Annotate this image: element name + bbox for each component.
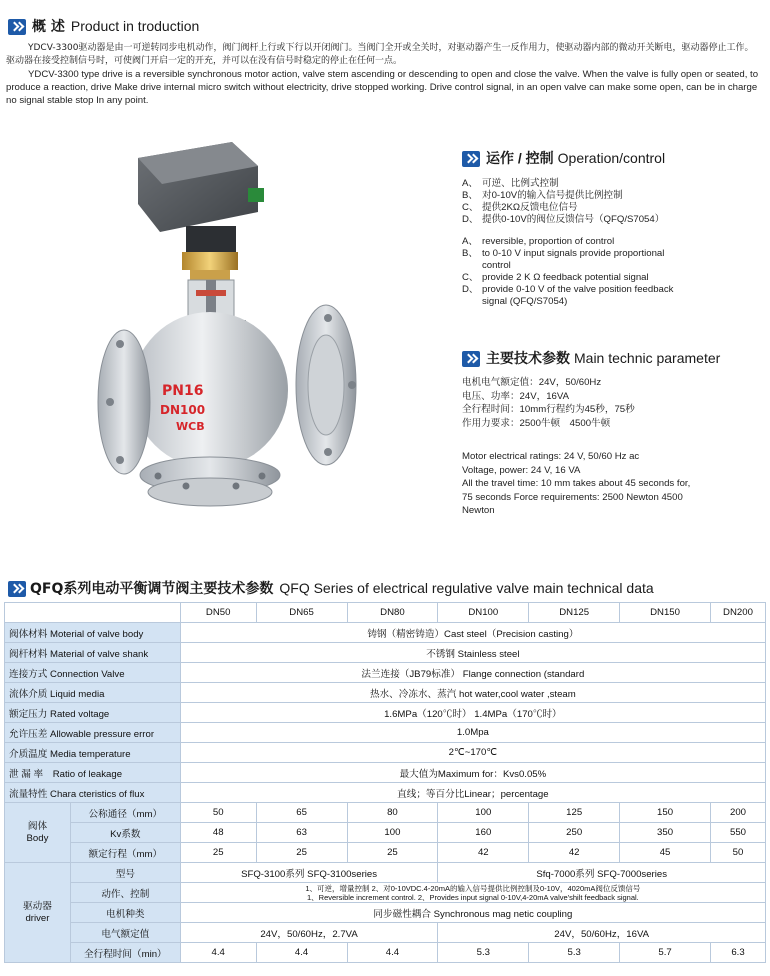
operation-title-en: Operation/control [557, 150, 666, 166]
list-item: A、 可逆、比例式控制 [462, 178, 559, 189]
table-title-zh: QFQ系列电动平衡调节阀主要技术参数 [30, 581, 274, 597]
row-value: 法兰连接（JB79标准） Flange connection (standard [180, 663, 765, 683]
model-a: SFQ-3100系列 SFQ-3100series [180, 863, 438, 883]
operation-heading [462, 148, 665, 168]
param-line: 全行程时间：10mm行程约为45秒，75秒 [462, 404, 635, 415]
kv-cell: 48 [180, 823, 256, 843]
main-param-title-en: Main technic parameter [574, 350, 721, 366]
dn-header: DN80 [347, 603, 438, 623]
nominal-cell: 50 [180, 803, 256, 823]
table-row [5, 723, 766, 743]
double-chevron-icon [8, 19, 26, 35]
motor-label: 电机种类 [70, 903, 180, 923]
row-value: 直线；等百分比Linear；percentage [180, 783, 765, 803]
valve-marking-pn: PN16 [162, 383, 204, 399]
list-item: C、 提供2KΩ反馈电位信号 [462, 202, 578, 213]
travel-cell: 4.4 [347, 943, 438, 963]
main-param-title-zh: 主要技术参数 [486, 350, 570, 366]
driver-group-label: 驱动器 driver [5, 863, 71, 963]
table-row [5, 843, 766, 863]
table-row [5, 623, 766, 643]
row-label: 连接方式 Connection Valve [5, 663, 181, 683]
travel-label: 全行程时间（min） [70, 943, 180, 963]
nominal-label: 公称通径（mm） [70, 803, 180, 823]
row-value: 1.0Mpa [180, 723, 765, 743]
overview-paragraph-zh: YDCV-3300驱动器是由一可逆转同步电机动作，阀门阀杆上行或下行以开闭阀门。当阀门全开或全关时，对驱动器产生一反作用力，使驱动器内部的微动开关断电，驱动器停止工作。驱动器在接受控制信号时，可使阀门开启一定的开充，并可以在没有信号时稳定的停止在任何一点。 [6, 43, 754, 66]
nominal-cell: 125 [529, 803, 620, 823]
action-label: 动作、控制 [70, 883, 180, 903]
rating-a: 24V，50/60Hz，2.7VA [180, 923, 438, 943]
body-group-label: 阀体 Body [5, 803, 71, 863]
param-line: 电机电气额定值：24V，50/60Hz [462, 377, 602, 388]
table-row [5, 763, 766, 783]
travel-cell: 5.7 [620, 943, 711, 963]
model-b: Sfq-7000系列 SFQ-7000series [438, 863, 766, 883]
kv-cell: 250 [529, 823, 620, 843]
operation-title-zh: 运作 / 控制 [486, 150, 554, 166]
row-value: 不锈钢 Stainless steel [180, 643, 765, 663]
table-row [5, 703, 766, 723]
stroke-cell: 25 [256, 843, 347, 863]
nominal-cell: 100 [438, 803, 529, 823]
table-row [5, 943, 766, 963]
stroke-cell: 45 [620, 843, 711, 863]
row-value: 最大值为Maximum for：Kvs0.05% [180, 763, 765, 783]
row-value: 热水、冷冻水、蒸汽 hot water,cool water ,steam [180, 683, 765, 703]
row-label: 阀杆材料 Material of valve shank [5, 643, 181, 663]
stroke-cell: 25 [347, 843, 438, 863]
table-row [5, 663, 766, 683]
table-row [5, 923, 766, 943]
param-line: Voltage, power: 24 V, 16 VA [462, 464, 581, 476]
kv-cell: 100 [347, 823, 438, 843]
travel-cell: 4.4 [256, 943, 347, 963]
dn-header: DN125 [529, 603, 620, 623]
list-item: A、 reversible, proportion of control [462, 236, 615, 247]
dn-header: DN50 [180, 603, 256, 623]
rating-b: 24V，50/60Hz，16VA [438, 923, 766, 943]
table-row [5, 683, 766, 703]
stroke-cell: 25 [180, 843, 256, 863]
kv-cell: 550 [710, 823, 765, 843]
main-param-zh [462, 376, 752, 430]
operation-list-zh [462, 178, 762, 226]
row-label: 额定压力 Rated voltage [5, 703, 181, 723]
stroke-cell: 42 [529, 843, 620, 863]
action-value: 1、可逆，增量控制 2、对0-10VDC.4-20mA的输入信号提供比例控制及0-10V，4020mA阀位反馈信号 1、Reversible increment control. 2、Provides input signal 0-10V,4-20mA valve'shilt feedback signal. [180, 883, 765, 903]
table-row [5, 743, 766, 763]
table-title-en: QFQ Series of electrical regulative valve main technical data [279, 580, 654, 596]
table-row [5, 883, 766, 903]
param-line: 作用力要求：2500牛顿 4500牛顿 [462, 417, 611, 429]
travel-cell: 5.3 [529, 943, 620, 963]
table-heading [8, 578, 654, 598]
list-item: D、 provide 0-10 V of the valve position feedback signal (QFQ/S7054) [462, 284, 674, 307]
double-chevron-icon [8, 581, 26, 597]
model-label: 型号 [70, 863, 180, 883]
nominal-cell: 80 [347, 803, 438, 823]
row-label: 介质温度 Media temperature [5, 743, 181, 763]
list-item: D、 提供0-10V的阀位反馈信号（QFQ/S7054） [462, 214, 665, 225]
table-row [5, 803, 766, 823]
list-item: B、 对0-10V的输入信号提供比例控制 [462, 190, 623, 201]
kv-cell: 350 [620, 823, 711, 843]
double-chevron-icon [462, 151, 480, 167]
list-item: B、 to 0-10 V input signals provide proportional control [462, 248, 665, 271]
table-row [5, 823, 766, 843]
valve-photo [90, 140, 380, 525]
row-value: 2℃~170℃ [180, 743, 765, 763]
table-row [5, 643, 766, 663]
dn-header: DN150 [620, 603, 711, 623]
stroke-cell: 42 [438, 843, 529, 863]
kv-label: Kv系数 [70, 823, 180, 843]
nominal-cell: 200 [710, 803, 765, 823]
row-label: 流量特性 Chara cteristics of flux [5, 783, 181, 803]
table-header-row [5, 603, 766, 623]
valve-marking-material: WCB [176, 420, 205, 433]
param-line: All the travel time: 10 mm takes about 45 seconds for, [462, 478, 691, 489]
row-label: 泄 漏 率 Ratio of leakage [5, 763, 181, 783]
row-label: 流体介质 Liquid media [5, 683, 181, 703]
row-value: 1.6MPa（120℃时） 1.4MPa（170℃时） [180, 703, 765, 723]
double-chevron-icon [462, 351, 480, 367]
row-value: 铸钢（精密铸造）Cast steel（Precision casting） [180, 623, 765, 643]
table-row [5, 903, 766, 923]
valve-marking-dn: DN100 [160, 403, 206, 417]
header-blank [5, 603, 181, 623]
param-line: Motor electrical ratings: 24 V, 50/60 Hz ac [462, 451, 640, 462]
overview-heading [8, 16, 199, 36]
stroke-label: 额定行程（mm） [70, 843, 180, 863]
travel-cell: 4.4 [180, 943, 256, 963]
kv-cell: 160 [438, 823, 529, 843]
row-label: 允许压差 Allowable pressure error [5, 723, 181, 743]
row-label: 阀体材料 Moterial of valve body [5, 623, 181, 643]
stroke-cell: 50 [710, 843, 765, 863]
spec-table [4, 602, 766, 963]
param-line: 75 seconds Force requirements: 2500 Newton 4500 [462, 491, 683, 503]
nominal-cell: 150 [620, 803, 711, 823]
param-line: 电压、功率：24V，16VA [462, 390, 569, 402]
param-line: Newton [462, 505, 495, 516]
dn-header: DN65 [256, 603, 347, 623]
overview-title-en: Product in troduction [70, 18, 200, 34]
table-row [5, 783, 766, 803]
dn-header: DN100 [438, 603, 529, 623]
kv-cell: 63 [256, 823, 347, 843]
table-row [5, 863, 766, 883]
dn-header: DN200 [710, 603, 765, 623]
motor-value: 同步磁性耦合 Synchronous mag netic coupling [180, 903, 765, 923]
overview-title-zh: 概 述 [32, 19, 65, 35]
main-param-heading [462, 348, 720, 368]
rating-label: 电气额定值 [70, 923, 180, 943]
travel-cell: 5.3 [438, 943, 529, 963]
travel-cell: 6.3 [710, 943, 765, 963]
list-item: C、 provide 2 K Ω feedback potential signal [462, 272, 649, 283]
operation-list-en [462, 236, 722, 308]
overview-paragraph-en: YDCV-3300 type drive is a reversible synchronous motor action, valve stem ascending or descending to open and close the valve. When the valve is fully open or seated, to produce a reaction, drive Make drive internal micro switch without electricity, drive stopped working. Drive control signal, in an open valve can make some open, can be in charge no signal stable stop In any point. [6, 69, 759, 106]
main-param-en [462, 450, 752, 518]
nominal-cell: 65 [256, 803, 347, 823]
